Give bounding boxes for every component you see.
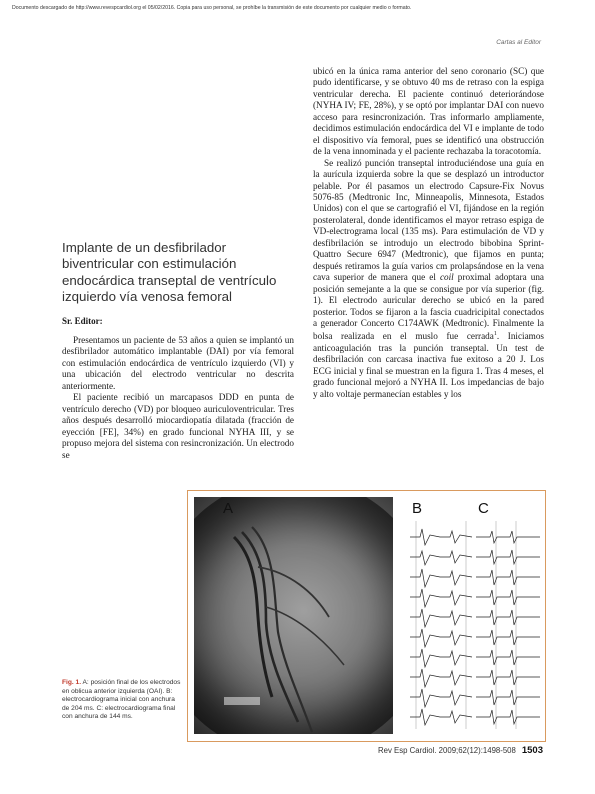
figure-caption — [62, 679, 182, 722]
figure-1 — [187, 490, 546, 742]
paragraph: El paciente recibió un marcapasos DDD en punta de ventrículo derecho (VD) por bloqueo auriculoventricular. Tres años después desarrolló miocardiopatía dilatada (fracción de eyección [FE], 34%) en grado funcional NYHA III, y se propuso mejora del sistema con resincronización. Un electrodo se — [62, 392, 294, 460]
paragraph-text: proximal adoptara una posición semejante a la que se consigue por vía superior (fig. 1). El electrodo auricular derecho se ubicó en la pared posterior. Todos se fijaron a la fascia cuadricipital conectados a generador Concerto C174AWK (Medtronic). Finalmente la bolsa realizada en el muslo fue cerrada — [313, 272, 544, 342]
fluoroscopy-image — [194, 497, 393, 734]
right-column — [313, 66, 544, 400]
left-column — [62, 335, 294, 461]
paragraph-text: Se realizó punción transeptal introduciéndose una guía en la aurícula izquierda sobre la que se desplazó un introductor pelable. Por él pasamos un electrodo Capsure-Fix Novus 5076-85 (Medtronic Inc, Minneapolis, Minnesota, Estados Unidos) con el que se cartografió el VI, fijándose en la región posterolateral, donde identificamos el mayor retraso espiga de VD-electrograma local (135 ms). Para estimulación de VD y desfibrilación se introdujo un electrodo bibobina Sprint-Quattro Secure 6947 (Medtronic), que fijamos en punta; después retiramos la guía varios cm prolapsándose en la vena cava superior de manera que el — [313, 157, 544, 283]
article-title: Implante de un desfibrilador biventricular con estimulación endocárdica transeptal de ventrículo izquierdo vía venosa femoral — [62, 240, 277, 305]
page-footer — [378, 745, 543, 756]
ecg-trace-final — [474, 497, 543, 734]
lead-drawing — [194, 497, 393, 734]
paragraph — [313, 158, 544, 401]
paragraph: ubicó en la única rama anterior del seno coronario (SC) que pudo identificarse, y se obtuvo 40 ms de retraso con la espiga ventricular derecha. El paciente continuó deteriorándose (NYHA IV; FE, 28%), y se optó por implantar DAI con nuevo acceso para resincronización. Tras informarlo ampliamente, decidimos estimulación endocárdica del VI e implante de todo el dispositivo vía femoral, pues se identificó una obstrucción de la vena innominada y el paciente rechazaba la toracotomía. — [313, 66, 544, 157]
figure-number: Fig. 1. — [62, 679, 82, 686]
salutation: Sr. Editor: — [62, 316, 103, 326]
download-notice: Documento descargado de http://www.revespcardiol.org el 05/02/2016. Copia para uso personal, se prohíbe la transmisión de este documento por cualquier medio o formato. — [12, 5, 412, 11]
ecg-panel-final — [474, 497, 543, 734]
page-number: 1503 — [521, 745, 543, 756]
reference-marker[interactable]: 1 — [493, 331, 497, 338]
panel-label-b: B — [412, 500, 423, 517]
paragraph: Presentamos un paciente de 53 años a quien se implantó un desfibrilador automático implantable (DAI) por vía femoral con estimulación endocárdica de ventrículo izquierdo (VI) y una ubicación del electrodo ventricular no descrita anteriormente. — [62, 335, 294, 391]
paragraph-text: . Iniciamos anticoagulación tras la punción transeptal. Un test de desfibrilación con carcasa inactiva fue exitoso a 20 J. Los ECG inicial y final se muestran en la figura 1. Tras 4 meses, el grado funcional mejoró a NYHA II. Los impedancias de bajo y alto voltaje permanecían estables y los — [313, 331, 544, 399]
panel-label-c: C — [478, 500, 489, 517]
caption-text: A: posición final de los electrodos en oblicua anterior izquierda (OAI). B: electrocardiograma inicial con anchura de 204 ms. C: electrocardiograma final con anchura de 144 ms. — [62, 679, 181, 721]
ecg-panel-initial — [406, 497, 475, 734]
section-label: Cartas al Editor — [496, 39, 541, 46]
italic-term: coil — [439, 272, 454, 283]
journal-citation: Rev Esp Cardiol. 2009;62(12):1498-508 — [378, 746, 516, 755]
ecg-trace-initial — [406, 497, 475, 734]
panel-label-a: A — [223, 500, 234, 517]
